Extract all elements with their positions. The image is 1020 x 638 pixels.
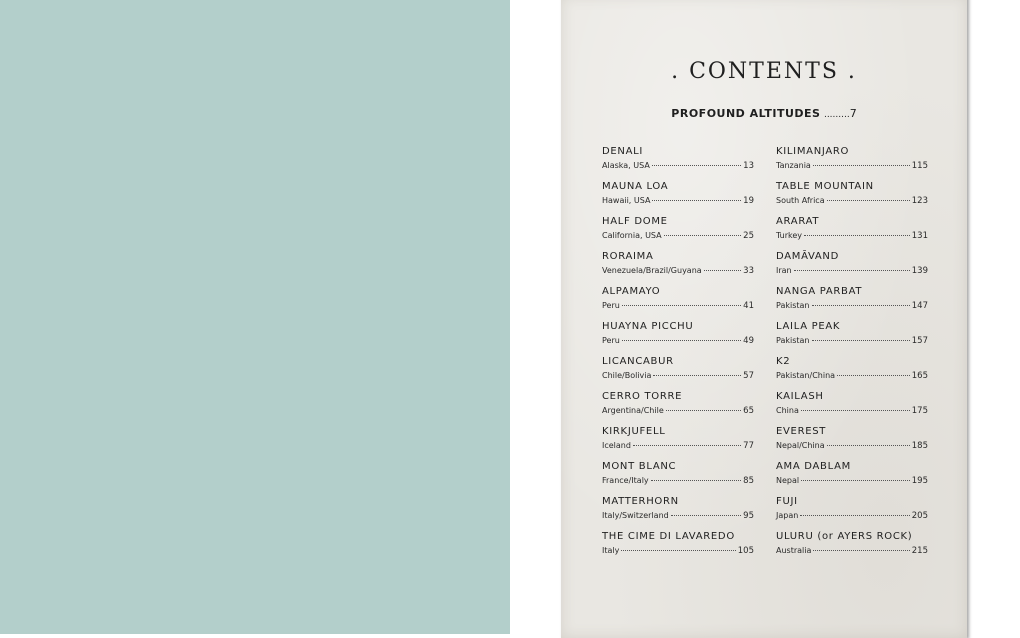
contents-right-column (776, 146, 928, 566)
entry-line (602, 336, 754, 346)
entry-line (602, 371, 754, 381)
contents-entry[interactable] (776, 531, 928, 566)
entry-location: Australia (776, 546, 812, 555)
entry-line (776, 406, 928, 416)
entry-title: KAILASH (776, 391, 824, 402)
entry-location: Nepal (776, 476, 800, 485)
entry-page-number: 57 (743, 371, 754, 381)
entry-location: Venezuela/Brazil/Guyana (602, 266, 702, 275)
dot-leader (704, 270, 741, 271)
entry-line (776, 441, 928, 451)
entry-title: K2 (776, 356, 791, 367)
entry-title: LICANCABUR (602, 356, 674, 367)
entry-title: MATTERHORN (602, 496, 679, 507)
dot-leader (827, 445, 910, 446)
entry-location: Pakistan/China (776, 371, 836, 380)
entry-title: HUAYNA PICCHU (602, 321, 694, 332)
entry-location: Nepal/China (776, 441, 825, 450)
contents-entry[interactable] (602, 181, 754, 216)
intro-dots: ......... (823, 110, 850, 120)
dot-leader (633, 445, 741, 446)
dot-leader (621, 550, 735, 551)
entry-line (776, 231, 928, 241)
contents-entry[interactable] (776, 216, 928, 251)
dot-leader (812, 340, 910, 341)
contents-entry[interactable] (602, 251, 754, 286)
entry-title: HALF DOME (602, 216, 668, 227)
entry-title: RORAIMA (602, 251, 654, 262)
entry-line (602, 231, 754, 241)
entry-title: TABLE MOUNTAIN (776, 181, 874, 192)
entry-title: NANGA PARBAT (776, 286, 863, 297)
entry-title: ALPAMAYO (602, 286, 661, 297)
contents-entry[interactable] (776, 426, 928, 461)
entry-location: Alaska, USA (602, 161, 650, 170)
dot-leader (812, 305, 910, 306)
entry-location: Argentina/Chile (602, 406, 664, 415)
contents-entry[interactable] (602, 146, 754, 181)
intro-name: PROFOUND ALTITUDES (671, 107, 821, 120)
entry-line (602, 196, 754, 206)
entry-page-number: 123 (911, 196, 928, 206)
entry-page-number: 195 (911, 476, 928, 486)
contents-entry[interactable] (602, 461, 754, 496)
dot-leader (653, 375, 741, 376)
entry-page-number: 139 (911, 266, 928, 276)
entry-title: KILIMANJARO (776, 146, 850, 157)
contents-entry[interactable] (602, 356, 754, 391)
entry-title: ARARAT (776, 216, 820, 227)
contents-entry[interactable] (776, 251, 928, 286)
dot-leader (800, 515, 909, 516)
entry-location: California, USA (602, 231, 662, 240)
entry-page-number: 95 (743, 511, 754, 521)
contents-entry[interactable] (602, 216, 754, 251)
dot-leader (666, 410, 741, 411)
entry-page-number: 65 (743, 406, 754, 416)
dot-leader (801, 410, 910, 411)
contents-entry[interactable] (776, 321, 928, 356)
entry-location: Pakistan (776, 336, 810, 345)
entry-location: Peru (602, 336, 620, 345)
contents-entry[interactable] (602, 391, 754, 426)
entry-location: Iceland (602, 441, 631, 450)
entry-page-number: 131 (911, 231, 928, 241)
entry-page-number: 25 (743, 231, 754, 241)
dot-leader (652, 200, 741, 201)
entry-title: KIRKJUFELL (602, 426, 666, 437)
entry-line (776, 476, 928, 486)
entry-line (776, 336, 928, 346)
left-page-panel (0, 0, 510, 634)
entry-line (776, 546, 928, 556)
entry-location: Iran (776, 266, 792, 275)
intro-entry[interactable] (561, 107, 967, 120)
entry-location: China (776, 406, 799, 415)
entry-location: Chile/Bolivia (602, 371, 652, 380)
entry-line (602, 546, 754, 556)
contents-entry[interactable] (602, 496, 754, 531)
dot-leader (801, 480, 910, 481)
contents-entry[interactable] (602, 286, 754, 321)
entry-line (602, 476, 754, 486)
entry-page-number: 157 (911, 336, 928, 346)
entry-title: MAUNA LOA (602, 181, 669, 192)
entry-title: DENALI (602, 146, 644, 157)
entry-line (776, 371, 928, 381)
entry-line (602, 511, 754, 521)
dot-leader (622, 305, 741, 306)
entry-line (602, 301, 754, 311)
contents-entry[interactable] (602, 531, 754, 566)
dot-leader (804, 235, 910, 236)
entry-page-number: 41 (743, 301, 754, 311)
entry-title: ULURU (or AYERS ROCK) (776, 531, 913, 542)
entry-line (602, 441, 754, 451)
intro-page: 7 (849, 107, 857, 120)
entry-page-number: 105 (737, 546, 754, 556)
entry-title: MONT BLANC (602, 461, 677, 472)
entry-location: Peru (602, 301, 620, 310)
dot-leader (652, 165, 741, 166)
entry-title: AMA DABLAM (776, 461, 851, 472)
dot-leader (794, 270, 910, 271)
entry-title: FUJI (776, 496, 798, 507)
contents-card (561, 0, 967, 638)
entry-page-number: 33 (743, 266, 754, 276)
contents-entry[interactable] (776, 146, 928, 181)
dot-leader (827, 200, 910, 201)
contents-entry[interactable] (602, 321, 754, 356)
entry-title: DAMĀVAND (776, 251, 840, 262)
entry-line (776, 301, 928, 311)
entry-location: Tanzania (776, 161, 811, 170)
entry-location: Italy (602, 546, 620, 555)
dot-leader (651, 480, 742, 481)
entry-line (602, 406, 754, 416)
entry-page-number: 147 (911, 301, 928, 311)
entry-title: EVEREST (776, 426, 827, 437)
entry-line (776, 196, 928, 206)
dot-leader (813, 165, 910, 166)
entry-page-number: 205 (911, 511, 928, 521)
contents-left-column (602, 146, 754, 566)
entry-page-number: 185 (911, 441, 928, 451)
entry-page-number: 165 (911, 371, 928, 381)
entry-line (602, 266, 754, 276)
contents-entry[interactable] (776, 496, 928, 531)
entry-location: Italy/Switzerland (602, 511, 669, 520)
entry-page-number: 215 (911, 546, 928, 556)
entry-line (602, 161, 754, 171)
dot-leader (622, 340, 741, 341)
entry-page-number: 19 (743, 196, 754, 206)
entry-title: LAILA PEAK (776, 321, 841, 332)
entry-location: Turkey (776, 231, 803, 240)
entry-page-number: 77 (743, 441, 754, 451)
contents-entry[interactable] (776, 356, 928, 391)
contents-entry[interactable] (776, 181, 928, 216)
entry-page-number: 115 (911, 161, 928, 171)
entry-page-number: 49 (743, 336, 754, 346)
contents-entry[interactable] (602, 426, 754, 461)
contents-title: . CONTENTS . (671, 59, 857, 84)
entry-location: France/Italy (602, 476, 649, 485)
contents-entry[interactable] (776, 461, 928, 496)
entry-line (776, 161, 928, 171)
contents-entry[interactable] (776, 391, 928, 426)
dot-leader (671, 515, 741, 516)
entry-location: Pakistan (776, 301, 810, 310)
entry-location: Japan (776, 511, 799, 520)
entry-line (776, 266, 928, 276)
entry-location: Hawaii, USA (602, 196, 651, 205)
contents-entry[interactable] (776, 286, 928, 321)
dot-leader (813, 550, 909, 551)
entry-page-number: 85 (743, 476, 754, 486)
entry-page-number: 13 (743, 161, 754, 171)
entry-title: CERRO TORRE (602, 391, 683, 402)
entry-page-number: 175 (911, 406, 928, 416)
entry-location: South Africa (776, 196, 825, 205)
dot-leader (664, 235, 742, 236)
entry-title: THE CIME DI LAVAREDO (602, 531, 735, 542)
entry-line (776, 511, 928, 521)
dot-leader (837, 375, 910, 376)
